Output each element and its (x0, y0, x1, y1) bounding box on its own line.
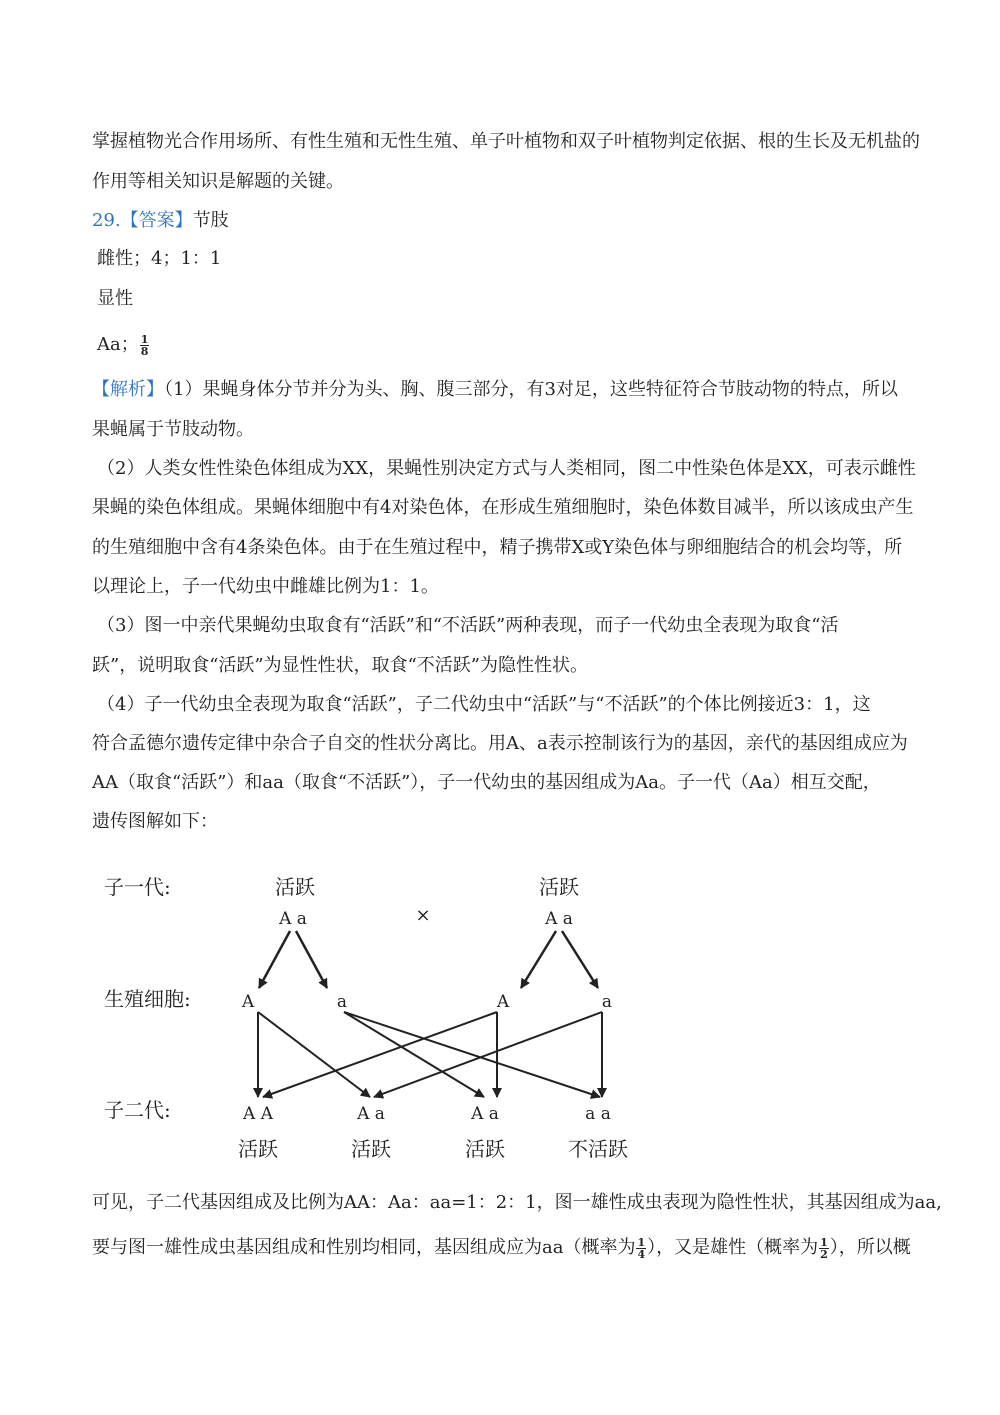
answer-tag: 【答案】 (120, 210, 193, 231)
answer-1: 节肢 (192, 210, 229, 231)
answer-4 (97, 333, 150, 357)
conclusion-text-b: ），又是雄性（概率为 (647, 1237, 819, 1258)
conclusion-text-a: 要与图一雄性成虫基因组成和性别均相同，基因组成应为aa（概率为 (92, 1237, 636, 1258)
intro-line-2: 作用等相关知识是解题的关键。 (92, 171, 344, 192)
offspring-phenotype-4: 不活跃 (568, 1137, 628, 1161)
offspring-phenotype-1: 活跃 (238, 1137, 278, 1161)
analysis-p3-line-2: 跃”，说明取食“活跃”为显性性状，取食“不活跃”为隐性性状。 (92, 655, 589, 676)
probability-fraction-1 (636, 1237, 646, 1260)
parent-right-phenotype: 活跃 (539, 875, 579, 899)
offspring-genotype-4: a a (585, 1104, 611, 1124)
analysis-p2-line-4: 以理论上，子一代幼虫中雌雄比例为1：1。 (92, 576, 439, 597)
answer-2: 雌性；4；1：1 (97, 248, 222, 269)
row-label-f1: 子一代: (104, 875, 171, 899)
intro-line-1: 掌握植物光合作用场所、有性生殖和无性生殖、单子叶植物和双子叶植物判定依据、根的生长及无机盐的 (92, 131, 920, 152)
answer-4-prefix: Aa； (97, 334, 139, 355)
analysis-p3-line-1: （3）图一中亲代果蝇幼虫取食有“活跃”和“不活跃”两种表现，而子一代幼虫全表现为取食“活 (97, 615, 839, 636)
probability-fraction-2 (819, 1237, 829, 1260)
arrow-parent-left-to-a (296, 931, 327, 988)
gamete-3: A (496, 992, 510, 1012)
fraction-numerator: 1 (820, 1235, 828, 1249)
analysis-p4-line-3: AA（取食“活跃”）和aa（取食“不活跃”），子一代幼虫的基因组成为Aa。子一代（Aa）相互交配， (92, 772, 881, 793)
parent-left-genotype: A a (279, 909, 307, 929)
analysis-p1-line-2: 果蝇属于节肢动物。 (92, 419, 254, 440)
arrow-A1-to-Aa (258, 1012, 370, 1097)
offspring-genotype-2: A a (357, 1104, 385, 1124)
arrow-parent-right-to-A (521, 931, 556, 988)
answer-heading (92, 209, 229, 233)
analysis-p2-line-2: 果蝇的染色体组成。果蝇体细胞中有4对染色体，在形成生殖细胞时，染色体数目减半，所以该成虫产生 (92, 497, 914, 518)
analysis-p2-line-1: （2）人类女性性染色体组成为XX，果蝇性别决定方式与人类相同，图二中性染色体是XX，可表示雌性 (97, 458, 916, 479)
gamete-2: a (336, 992, 348, 1012)
fraction-numerator: 1 (637, 1235, 646, 1249)
fraction-denominator: 2 (820, 1247, 828, 1261)
arrow-a4-to-Aa (374, 1012, 602, 1097)
analysis-p4-line-1: （4）子一代幼虫全表现为取食“活跃”，子二代幼虫中“活跃”与“不活跃”的个体比例接近3：1，这 (97, 694, 871, 715)
cross-symbol: × (415, 905, 431, 926)
conclusion-line-2 (92, 1236, 911, 1260)
offspring-phenotype-3: 活跃 (465, 1137, 505, 1161)
offspring-phenotype-2: 活跃 (351, 1137, 391, 1161)
parent-right-genotype: A a (545, 909, 573, 929)
arrow-parent-left-to-A (259, 931, 290, 988)
analysis-p4-line-4: 遗传图解如下： (92, 811, 218, 832)
fraction-numerator: 1 (140, 332, 149, 346)
row-label-gamete: 生殖细胞: (104, 987, 191, 1011)
conclusion-text-c: ），所以概 (829, 1237, 911, 1258)
question-number: 29. (92, 210, 121, 231)
gamete-1: A (241, 992, 255, 1012)
answer-4-fraction (140, 334, 150, 357)
analysis-p4-line-2: 符合孟德尔遗传定律中杂合子自交的性状分离比。用A、a表示控制该行为的基因，亲代的基因组成应为 (92, 733, 908, 754)
row-label-f2: 子二代: (104, 1098, 171, 1122)
offspring-genotype-3: A a (471, 1104, 499, 1124)
analysis-p1-line-1 (92, 378, 898, 402)
fraction-denominator: 8 (140, 344, 149, 358)
parent-left-phenotype: 活跃 (275, 875, 315, 899)
answer-3: 显性 (97, 288, 133, 309)
conclusion-line-1: 可见，子二代基因组成及比例为AA：Aa：aa=1：2：1，图一雄性成虫表现为隐性性状，其基因组成为aa, (92, 1192, 942, 1213)
genetic-cross-diagram (0, 860, 1000, 1170)
offspring-genotype-1: A A (243, 1104, 273, 1124)
analysis-tag: 【解析】 (92, 379, 164, 400)
analysis-p1-text: （1）果蝇身体分节并分为头、胸、腹三部分，有3对足，这些特征符合节肢动物的特点，所以 (164, 379, 898, 400)
fraction-denominator: 4 (637, 1247, 646, 1261)
analysis-p2-line-3: 的生殖细胞中含有4条染色体。由于在生殖过程中，精子携带X或Y染色体与卵细胞结合的机会均等，所 (92, 537, 903, 558)
gamete-4: a (601, 992, 613, 1012)
arrow-parent-right-to-a (562, 931, 598, 988)
